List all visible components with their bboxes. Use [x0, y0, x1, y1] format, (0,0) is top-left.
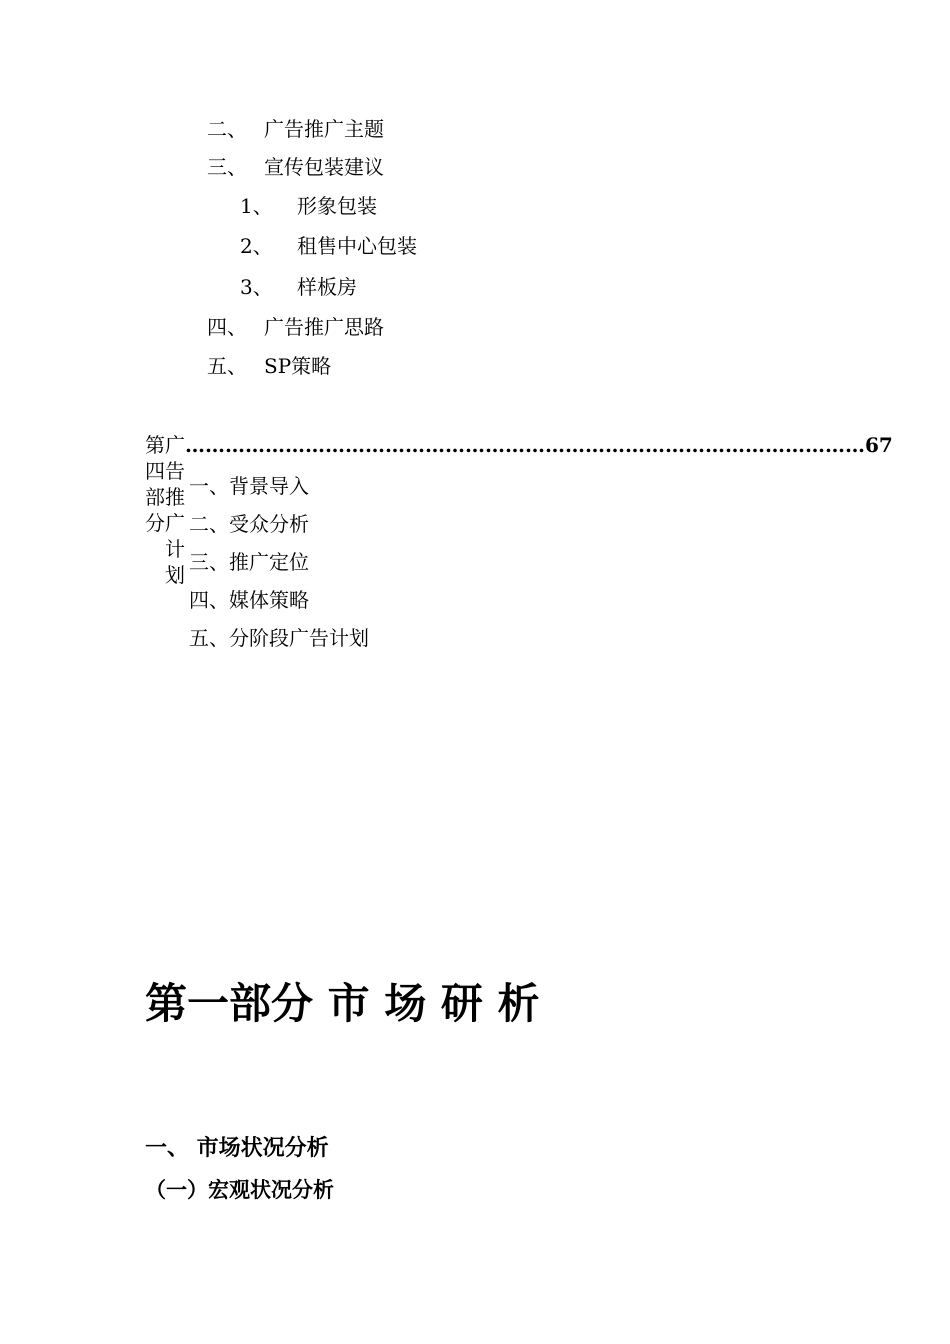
toc-part-item: 一、背景导入: [189, 474, 309, 498]
section-heading: 一、 市场状况分析: [145, 1135, 329, 1161]
toc-subitem: [240, 275, 357, 299]
toc-item-number: 五、: [207, 354, 247, 378]
toc-part-item: 四、媒体策略: [189, 588, 309, 612]
toc-part-number: 第四部分: [145, 433, 165, 535]
toc-part-item: 二、受众分析: [189, 512, 309, 536]
toc-item-number: 四、: [207, 315, 247, 339]
toc-part-item: 三、推广定位: [189, 550, 309, 574]
toc-item: [207, 117, 384, 141]
toc-subitem: [240, 234, 417, 258]
toc-item-label: 宣传包装建议: [264, 155, 384, 179]
toc-page-number: 67: [865, 433, 893, 457]
toc-part-title: 广告推广计划: [165, 433, 185, 587]
toc-item-label: 广告推广思路: [264, 315, 384, 339]
toc-subitem-label: 租售中心包装: [297, 234, 417, 258]
toc-subitem-label: 样板房: [297, 275, 357, 299]
toc-item: [207, 354, 331, 378]
toc-subitem-number: 3、: [240, 275, 273, 299]
toc-subitem-number: 2、: [240, 234, 273, 258]
toc-item-label: 广告推广主题: [264, 117, 384, 141]
toc-leader-dots: …………………………………………………………………………………………: [185, 433, 865, 457]
toc-item-label: SP策略: [264, 354, 332, 378]
toc-subitem-label: 形象包装: [297, 194, 377, 218]
toc-item-number: 三、: [207, 155, 247, 179]
part-title: 第一部分 市 场 研 析: [145, 979, 540, 1028]
toc-subitem-number: 1、: [240, 194, 273, 218]
toc-item: [207, 315, 384, 339]
toc-item-number: 二、: [207, 117, 247, 141]
toc-part-item: 五、分阶段广告计划: [189, 626, 369, 650]
subsection-heading: （一）宏观状况分析: [145, 1177, 334, 1202]
toc-subitem: [240, 194, 377, 218]
toc-item: [207, 155, 384, 179]
